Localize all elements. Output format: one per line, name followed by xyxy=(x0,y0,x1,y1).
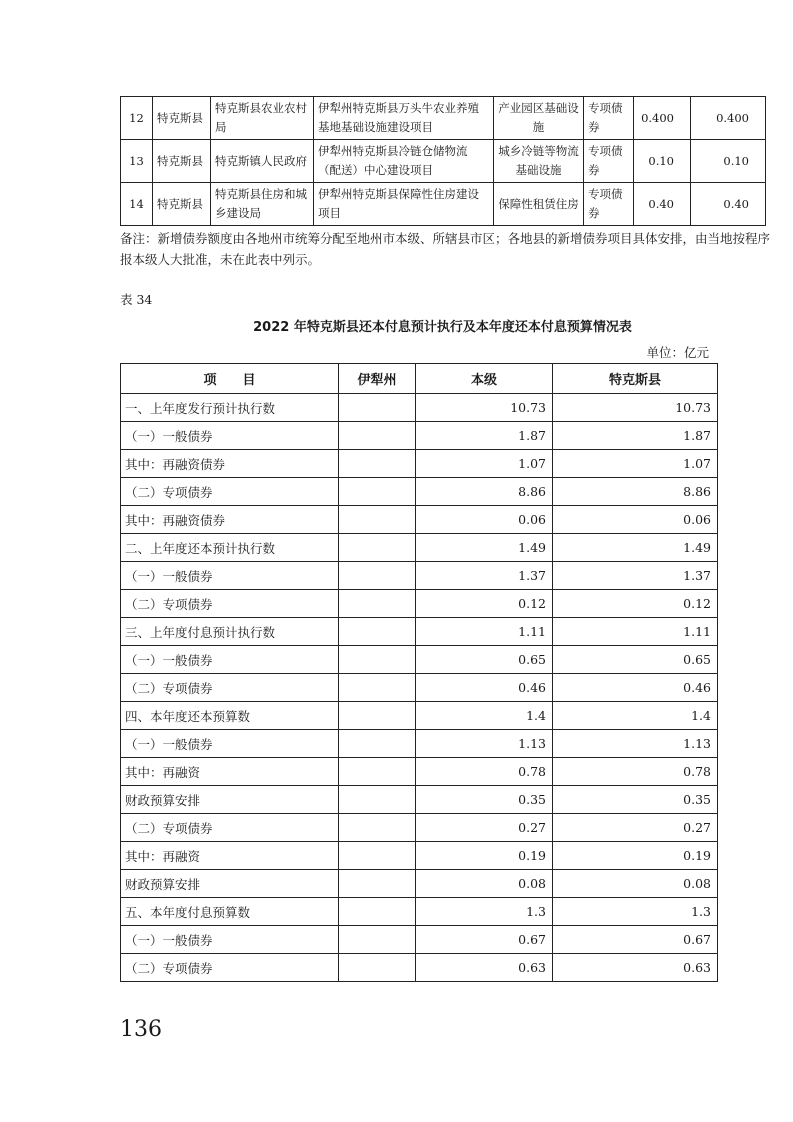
prev-cell-amount1: 0.400 xyxy=(634,97,691,140)
cell-tekesi: 1.07 xyxy=(553,450,718,478)
prev-cell-bond-type: 专项债券 xyxy=(584,97,634,140)
cell-item: 二、上年度还本预计执行数 xyxy=(121,534,339,562)
cell-tekesi: 8.86 xyxy=(553,478,718,506)
table-caption: 2022 年特克斯县还本付息预计执行及本年度还本付息预算情况表 xyxy=(253,320,632,335)
cell-yili xyxy=(339,450,416,478)
cell-tekesi: 0.35 xyxy=(553,786,718,814)
prev-cell-amount1: 0.40 xyxy=(634,183,691,226)
cell-item: 四、本年度还本预算数 xyxy=(121,702,339,730)
cell-item: 其中：再融资 xyxy=(121,842,339,870)
cell-yili xyxy=(339,758,416,786)
table-row xyxy=(121,506,718,534)
cell-tekesi: 10.73 xyxy=(553,394,718,422)
header-item: 项 目 xyxy=(121,364,339,394)
cell-tekesi: 0.06 xyxy=(553,506,718,534)
cell-tekesi: 1.87 xyxy=(553,422,718,450)
prev-table-row xyxy=(121,183,766,226)
cell-benji: 0.08 xyxy=(416,870,553,898)
cell-benji: 1.4 xyxy=(416,702,553,730)
cell-benji: 1.49 xyxy=(416,534,553,562)
cell-item: 五、本年度付息预算数 xyxy=(121,898,339,926)
cell-benji: 0.06 xyxy=(416,506,553,534)
prev-cell-bond-type: 专项债券 xyxy=(584,140,634,183)
cell-yili xyxy=(339,562,416,590)
table-row xyxy=(121,954,718,982)
table-row xyxy=(121,730,718,758)
prev-table-row xyxy=(121,140,766,183)
cell-yili xyxy=(339,394,416,422)
cell-tekesi: 1.37 xyxy=(553,562,718,590)
cell-tekesi: 0.08 xyxy=(553,870,718,898)
cell-tekesi: 0.78 xyxy=(553,758,718,786)
table-row xyxy=(121,926,718,954)
cell-item: （二）专项债券 xyxy=(121,674,339,702)
page-number: 136 xyxy=(120,1017,162,1042)
cell-item: （一）一般债券 xyxy=(121,730,339,758)
prev-cell-amount2: 0.40 xyxy=(691,183,766,226)
cell-tekesi: 1.49 xyxy=(553,534,718,562)
cell-tekesi: 0.12 xyxy=(553,590,718,618)
cell-benji: 8.86 xyxy=(416,478,553,506)
prev-cell-county: 特克斯县 xyxy=(153,97,211,140)
cell-benji: 0.67 xyxy=(416,926,553,954)
table-row xyxy=(121,618,718,646)
cell-benji: 1.37 xyxy=(416,562,553,590)
cell-tekesi: 0.27 xyxy=(553,814,718,842)
cell-yili xyxy=(339,618,416,646)
cell-item: （二）专项债券 xyxy=(121,478,339,506)
cell-item: （二）专项债券 xyxy=(121,814,339,842)
cell-tekesi: 1.4 xyxy=(553,702,718,730)
prev-cell-project: 伊犁州特克斯县冷链仓储物流（配送）中心建设项目 xyxy=(314,140,494,183)
cell-benji: 1.11 xyxy=(416,618,553,646)
cell-benji: 10.73 xyxy=(416,394,553,422)
cell-benji: 1.13 xyxy=(416,730,553,758)
cell-item: （一）一般债券 xyxy=(121,562,339,590)
table-row xyxy=(121,394,718,422)
cell-yili xyxy=(339,926,416,954)
cell-yili xyxy=(339,870,416,898)
cell-tekesi: 0.63 xyxy=(553,954,718,982)
cell-yili xyxy=(339,674,416,702)
cell-tekesi: 0.46 xyxy=(553,674,718,702)
cell-benji: 0.19 xyxy=(416,842,553,870)
cell-yili xyxy=(339,730,416,758)
table-row xyxy=(121,842,718,870)
cell-yili xyxy=(339,422,416,450)
table-row xyxy=(121,702,718,730)
cell-yili xyxy=(339,842,416,870)
cell-benji: 0.12 xyxy=(416,590,553,618)
cell-yili xyxy=(339,506,416,534)
cell-benji: 0.46 xyxy=(416,674,553,702)
header-yili: 伊犁州 xyxy=(339,364,416,394)
table-row xyxy=(121,674,718,702)
prev-cell-category: 城乡冷链等物流基础设施 xyxy=(494,140,584,183)
cell-tekesi: 0.67 xyxy=(553,926,718,954)
cell-benji: 0.35 xyxy=(416,786,553,814)
cell-benji: 0.65 xyxy=(416,646,553,674)
table-row xyxy=(121,814,718,842)
table-row xyxy=(121,534,718,562)
table-row xyxy=(121,786,718,814)
cell-item: （一）一般债券 xyxy=(121,422,339,450)
cell-item: （二）专项债券 xyxy=(121,954,339,982)
prev-cell-amount2: 0.400 xyxy=(691,97,766,140)
table-row xyxy=(121,898,718,926)
prev-cell-project: 伊犁州特克斯县保障性住房建设项目 xyxy=(314,183,494,226)
cell-item: 其中：再融资债券 xyxy=(121,450,339,478)
prev-cell-amount1: 0.10 xyxy=(634,140,691,183)
cell-yili xyxy=(339,898,416,926)
cell-benji: 0.27 xyxy=(416,814,553,842)
cell-yili xyxy=(339,786,416,814)
cell-item: 三、上年度付息预计执行数 xyxy=(121,618,339,646)
table-row xyxy=(121,590,718,618)
table-row xyxy=(121,562,718,590)
cell-tekesi: 1.3 xyxy=(553,898,718,926)
table-note: 备注：新增债券额度由各地州市统筹分配至地州市本级、所辖县市区；各地县的新增债券项目具体安排，由当地按程序报本级人大批准，未在此表中列示。 xyxy=(120,231,771,267)
prev-cell-project: 伊犁州特克斯县万头牛农业养殖基地基础设施建设项目 xyxy=(314,97,494,140)
cell-item: 财政预算安排 xyxy=(121,786,339,814)
cell-yili xyxy=(339,814,416,842)
header-tekesi: 特克斯县 xyxy=(553,364,718,394)
prev-cell-unit: 特克斯县住房和城乡建设局 xyxy=(211,183,314,226)
prev-cell-county: 特克斯县 xyxy=(153,183,211,226)
cell-yili xyxy=(339,534,416,562)
table-row xyxy=(121,450,718,478)
header-row xyxy=(121,364,718,394)
cell-tekesi: 0.19 xyxy=(553,842,718,870)
cell-tekesi: 0.65 xyxy=(553,646,718,674)
cell-tekesi: 1.11 xyxy=(553,618,718,646)
prev-cell-category: 保障性租赁住房 xyxy=(494,183,584,226)
cell-tekesi: 1.13 xyxy=(553,730,718,758)
cell-yili xyxy=(339,702,416,730)
prev-cell-unit: 特克斯镇人民政府 xyxy=(211,140,314,183)
cell-benji: 1.87 xyxy=(416,422,553,450)
cell-yili xyxy=(339,590,416,618)
prev-cell-no: 13 xyxy=(121,140,153,183)
cell-item: 一、上年度发行预计执行数 xyxy=(121,394,339,422)
cell-item: （二）专项债券 xyxy=(121,590,339,618)
header-benji: 本级 xyxy=(416,364,553,394)
cell-benji: 1.3 xyxy=(416,898,553,926)
cell-item: （一）一般债券 xyxy=(121,646,339,674)
cell-benji: 0.78 xyxy=(416,758,553,786)
cell-benji: 1.07 xyxy=(416,450,553,478)
table-number: 表 34 xyxy=(120,292,153,307)
prev-cell-no: 14 xyxy=(121,183,153,226)
prev-cell-county: 特克斯县 xyxy=(153,140,211,183)
cell-item: （一）一般债券 xyxy=(121,926,339,954)
table-row xyxy=(121,422,718,450)
prev-cell-amount2: 0.10 xyxy=(691,140,766,183)
unit-label: 单位：亿元 xyxy=(646,345,709,360)
prev-table-row xyxy=(121,97,766,140)
table-row xyxy=(121,758,718,786)
prev-cell-unit: 特克斯县农业农村局 xyxy=(211,97,314,140)
cell-yili xyxy=(339,954,416,982)
cell-item: 其中：再融资债券 xyxy=(121,506,339,534)
table-row xyxy=(121,870,718,898)
table-row xyxy=(121,646,718,674)
prev-cell-category: 产业园区基础设施 xyxy=(494,97,584,140)
prev-cell-bond-type: 专项债券 xyxy=(584,183,634,226)
cell-item: 其中：再融资 xyxy=(121,758,339,786)
debt-service-table xyxy=(120,363,718,982)
cell-benji: 0.63 xyxy=(416,954,553,982)
cell-yili xyxy=(339,478,416,506)
table-row xyxy=(121,478,718,506)
cell-yili xyxy=(339,646,416,674)
prev-table xyxy=(120,96,766,226)
cell-item: 财政预算安排 xyxy=(121,870,339,898)
prev-cell-no: 12 xyxy=(121,97,153,140)
